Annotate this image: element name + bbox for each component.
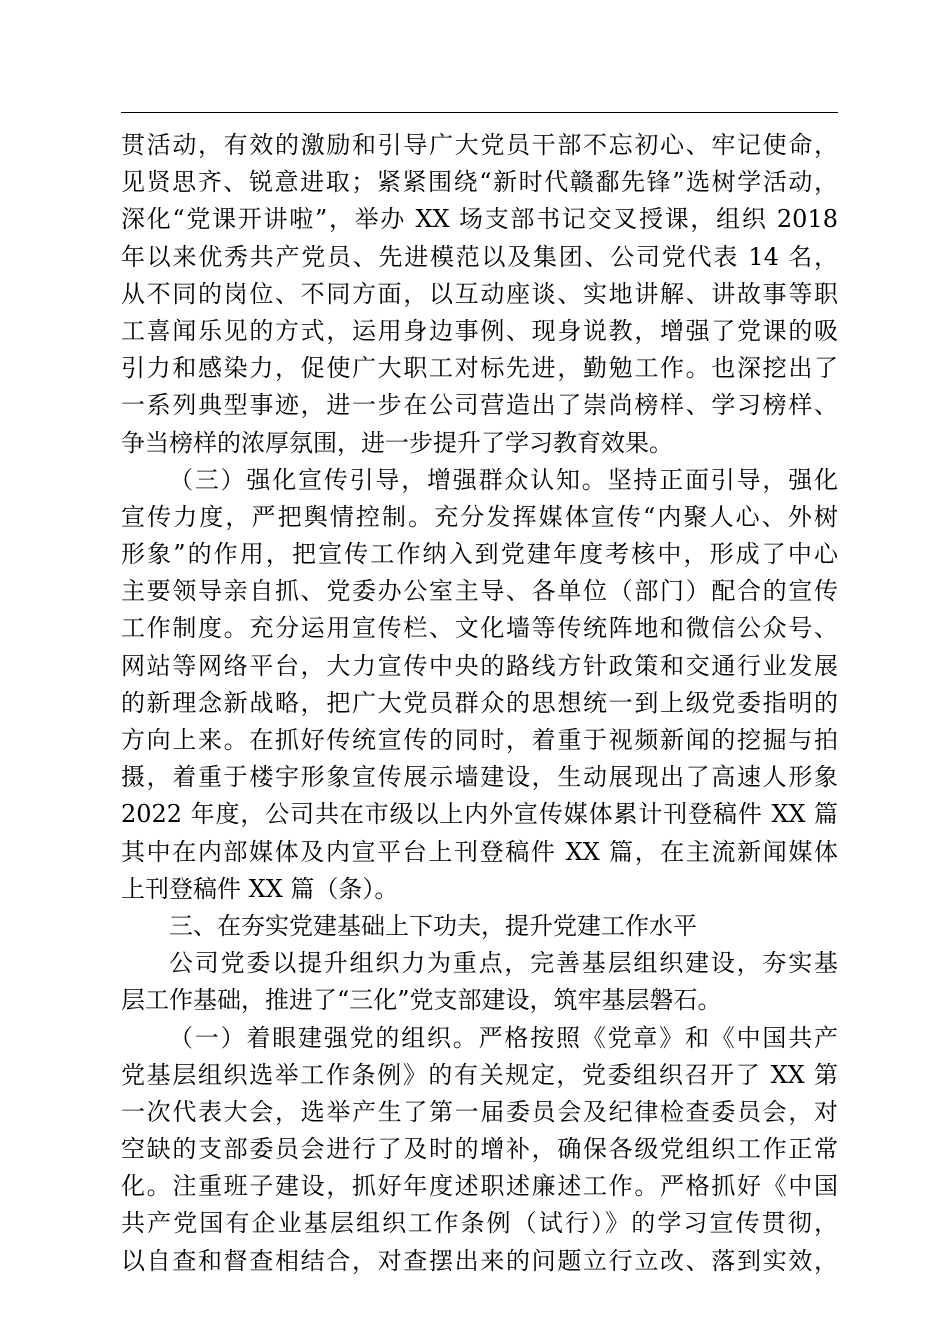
text-line: 宣传力度，严把舆情控制。充分发挥媒体宣传“内聚人心、外树 [121, 502, 838, 531]
text-line: 上刊登稿件 XX 篇（条）。 [121, 874, 399, 903]
section-heading-three: 三、在夯实党建基础上下功夫，提升党建工作水平 [169, 911, 697, 940]
text-line: 共产党国有企业基层组织工作条例（试行）》的学习宣传贯彻， [121, 1209, 838, 1238]
text-line: 工喜闻乐见的方式，运用身边事例、现身说教，增强了党课的吸 [121, 316, 838, 345]
text-line: 深化“党课开讲啦”，举办 XX 场支部书记交叉授课，组织 2018 [121, 205, 838, 234]
text-line: 工作制度。充分运用宣传栏、文化墙等传统阵地和微信公众号、 [121, 614, 838, 643]
text-line: 以自查和督查相结合，对查摆出来的问题立行立改、落到实效， [121, 1246, 838, 1275]
text-line: 争当榜样的浓厚氛围，进一步提升了学习教育效果。 [121, 428, 673, 457]
text-line: 年以来优秀共产党员、先进模范以及集团、公司党代表 14 名， [121, 242, 838, 271]
text-line: 见贤思齐、锐意进取；紧紧围绕“新时代赣鄱先锋”选树学活动， [121, 168, 838, 197]
text-line: 化。注重班子建设，抓好年度述职述廉述工作。严格抓好《中国 [121, 1172, 838, 1201]
text-line: 空缺的支部委员会进行了及时的增补，确保各级党组织工作正常 [121, 1135, 838, 1164]
text-line: 形象”的作用，把宣传工作纳入到党建年度考核中，形成了中心 [121, 540, 838, 569]
text-line: 公司党委以提升组织力为重点，完善基层组织建设，夯实基 [169, 949, 838, 978]
text-line: 层工作基础，推进了“三化”党支部建设，筑牢基层磐石。 [121, 986, 722, 1015]
text-line: 的新理念新战略，把广大党员群众的思想统一到上级党委指明的 [121, 688, 838, 717]
text-line: 网站等网络平台，大力宣传中央的路线方针政策和交通行业发展 [121, 651, 838, 680]
text-line: 2022 年度，公司共在市级以上内外宣传媒体累计刊登稿件 XX 篇 [121, 800, 838, 829]
text-line: 一次代表大会，选举产生了第一届委员会及纪律检查委员会，对 [121, 1097, 838, 1126]
text-line: 其中在内部媒体及内宣平台上刊登稿件 XX 篇，在主流新闻媒体 [121, 837, 838, 866]
section-heading-1: （一）着眼建强党的组织。严格按照《党章》和《中国共产 [169, 1023, 838, 1052]
text-line: 从不同的岗位、不同方面，以互动座谈、实地讲解、讲故事等职 [121, 279, 838, 308]
body-text [121, 127, 838, 1280]
text-line: 引力和感染力，促使广大职工对标先进，勤勉工作。也深挖出了 [121, 354, 838, 383]
header-rule [121, 112, 838, 113]
section-heading-3: （三）强化宣传引导，增强群众认知。坚持正面引导，强化 [169, 465, 838, 494]
text-line: 一系列典型事迹，进一步在公司营造出了崇尚榜样、学习榜样、 [121, 391, 838, 420]
text-line: 摄，着重于楼宇形象宣传展示墙建设，生动展现出了高速人形象 [121, 763, 838, 792]
text-line: 党基层组织选举工作条例》的有关规定，党委组织召开了 XX 第 [121, 1060, 838, 1089]
text-line: 贯活动，有效的激励和引导广大党员干部不忘初心、牢记使命， [121, 131, 838, 159]
text-line: 主要领导亲自抓、党委办公室主导、各单位（部门）配合的宣传 [121, 577, 838, 606]
text-line: 方向上来。在抓好传统宣传的同时，着重于视频新闻的挖掘与拍 [121, 726, 838, 754]
